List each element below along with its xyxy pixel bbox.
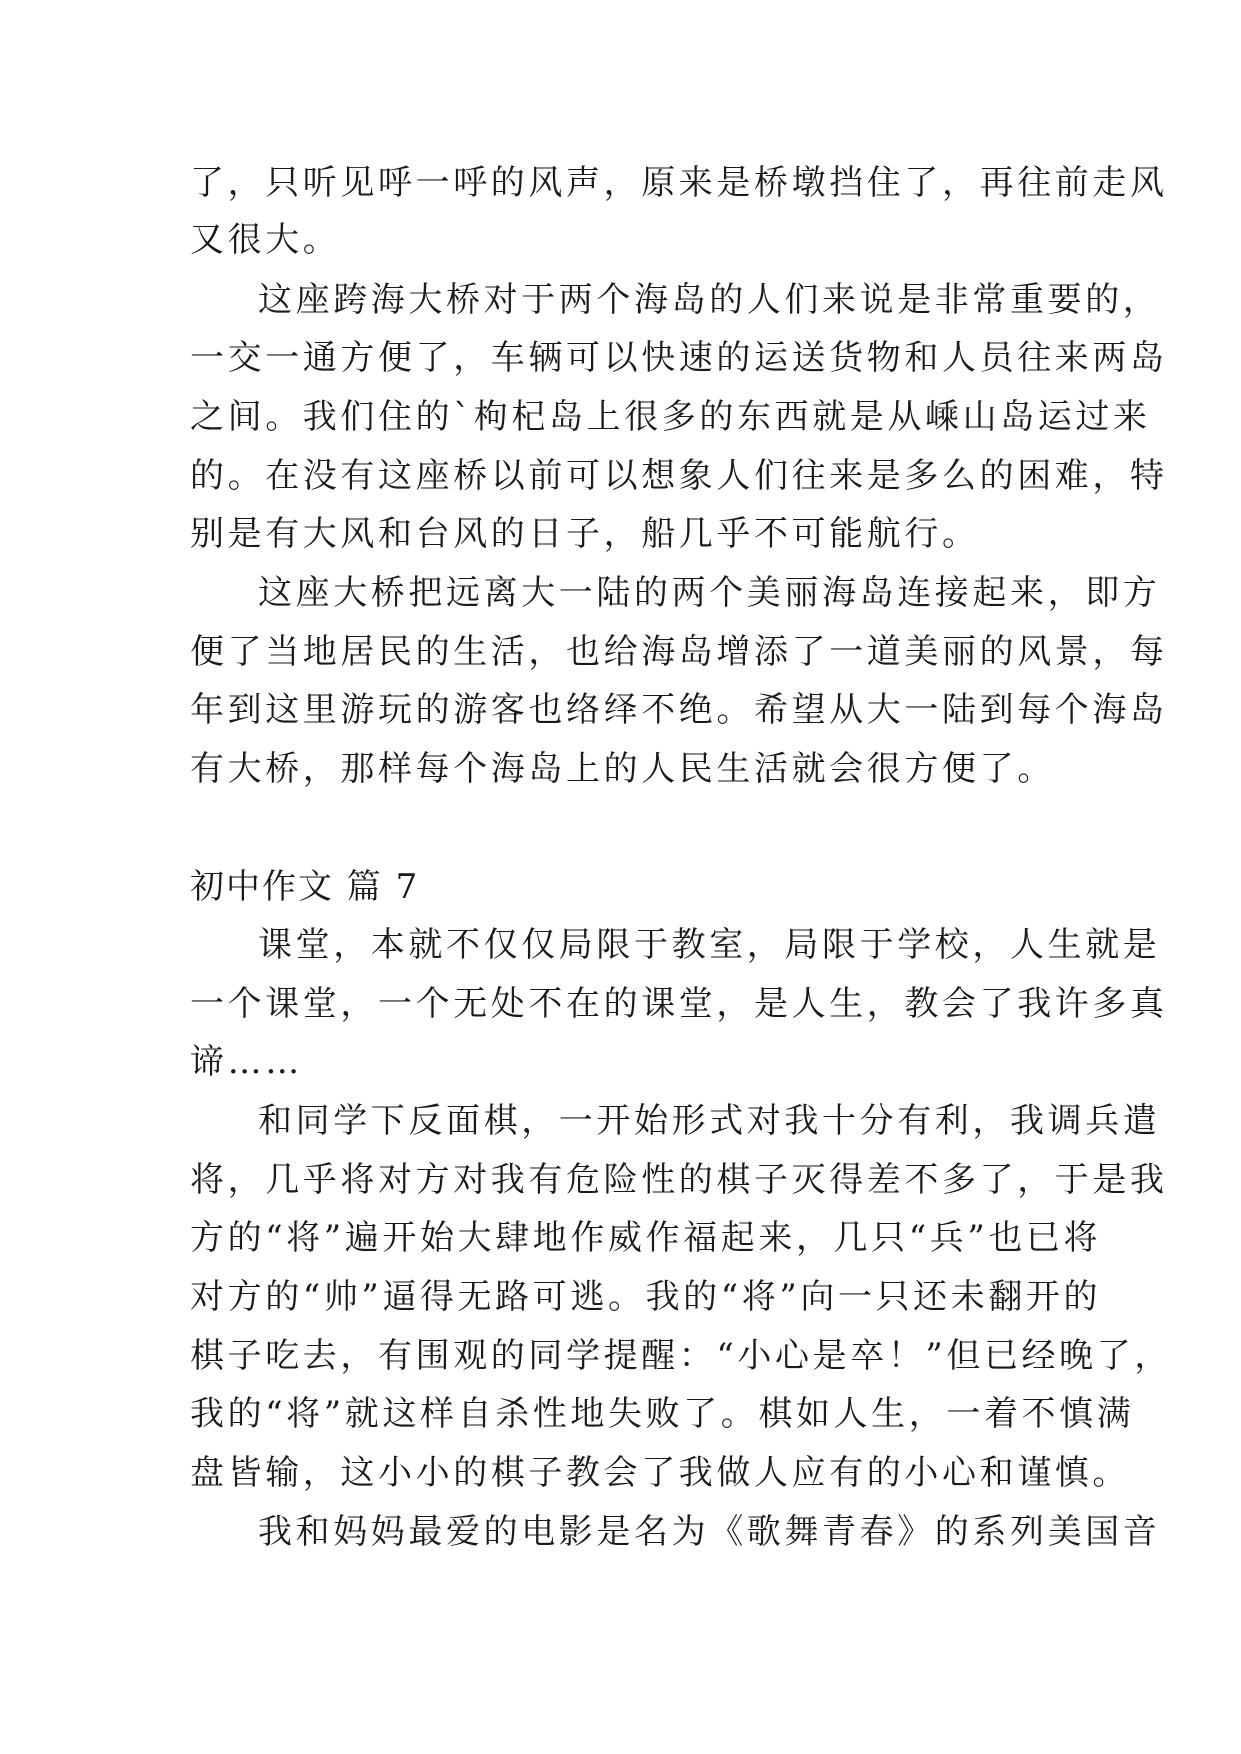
text-line: 我的“将”就这样自杀性地失败了。棋如人生，一着不慎满 bbox=[190, 1394, 1135, 1434]
section-heading: 初中作文 篇 7 bbox=[190, 867, 420, 907]
text-line: 有大桥，那样每个海岛上的人民生活就会很方便了。 bbox=[190, 749, 1055, 789]
text-line: 方的“将”遍开始大肆地作威作福起来，几只“兵”也已将 bbox=[190, 1218, 1102, 1258]
text-line: 之间。我们住的`枸杞岛上很多的东西就是从嵊山岛运过来 bbox=[190, 397, 1151, 437]
text-line: 便了当地居民的生活，也给海岛增添了一道美丽的风景，每 bbox=[190, 632, 1168, 672]
text-line: 年到这里游玩的游客也络绎不绝。希望从大一陆到每个海岛 bbox=[190, 690, 1168, 730]
text-line: 盘皆输，这小小的棋子教会了我做人应有的小心和谨慎。 bbox=[190, 1453, 1130, 1493]
text-line: 棋子吃去，有围观的同学提醒：“小心是卒！”但已经晚了， bbox=[190, 1336, 1172, 1376]
text-line: 了，只听见呼一呼的风声，原来是桥墩挡住了，再往前走风 bbox=[190, 163, 1168, 203]
paragraph-first-line: 和同学下反面棋，一开始形式对我十分有利，我调兵遣 bbox=[258, 1101, 1161, 1141]
text-line: 一个课堂，一个无处不在的课堂，是人生，教会了我许多真 bbox=[190, 984, 1168, 1024]
text-line: 将，几乎将对方对我有危险性的棋子灭得差不多了，于是我 bbox=[190, 1160, 1168, 1200]
text-line: 又很大。 bbox=[190, 220, 341, 260]
text-line: 一交一通方便了，车辆可以快速的运送货物和人员往来两岛 bbox=[190, 338, 1168, 378]
paragraph-first-line: 这座大桥把远离大一陆的两个美丽海岛连接起来，即方 bbox=[258, 573, 1161, 613]
paragraph-first-line: 我和妈妈最爱的电影是名为《歌舞青春》的系列美国音 bbox=[258, 1512, 1161, 1552]
paragraph-first-line: 课堂，本就不仅仅局限于教室，局限于学校，人生就是 bbox=[258, 925, 1161, 965]
text-line: 谛…… bbox=[190, 1042, 303, 1082]
paragraph-first-line: 这座跨海大桥对于两个海岛的人们来说是非常重要的， bbox=[258, 280, 1161, 320]
text-line: 别是有大风和台风的日子，船几乎不可能航行。 bbox=[190, 514, 980, 554]
text-line: 对方的“帅”逼得无路可逃。我的“将”向一只还未翻开的 bbox=[190, 1277, 1102, 1317]
text-line: 的。在没有这座桥以前可以想象人们往来是多么的困难，特 bbox=[190, 456, 1168, 496]
